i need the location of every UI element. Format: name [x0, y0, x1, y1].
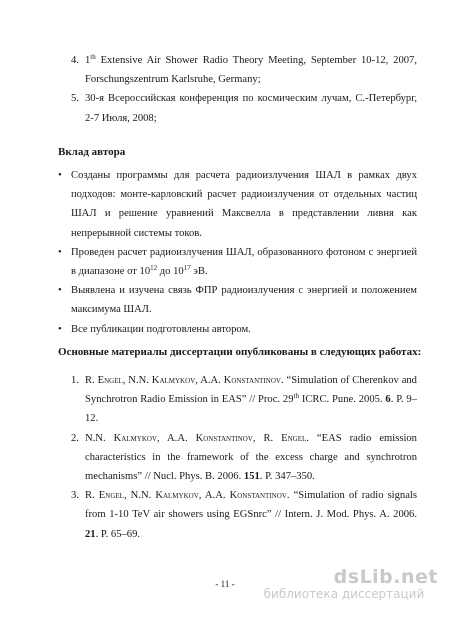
- section-heading-publications: Основные материалы диссертации опубликованы в следующих работах:: [58, 346, 422, 358]
- page-number: - 11 -: [215, 579, 235, 589]
- watermark-brand: dsLib.net: [333, 566, 438, 588]
- list-item: • Все публикации подготовлены автором.: [58, 323, 251, 335]
- section-heading-contribution: Вклад автора: [58, 146, 126, 158]
- list-item: 3. R. Engel, N.N. Kalmykov, A.A. Konstantinov. “Simulation of radio signals from 1-10 TeV air showers using EGSnrc” // Intern. J. Mod. Phys. A. 2006. 21. P. 65–69.: [71, 490, 417, 540]
- watermark: [264, 567, 438, 601]
- list-item: • Проведен расчет радиоизлучения ШАЛ, образованного фотоном с энергией в диапазоне от $10^{12}$ до $10^{17}$ эВ.: [58, 246, 417, 278]
- list-item: • Созданы программы для расчета радиоизлучения ШАЛ в рамках двух подходов: монте-карловский расчет радиоизлучения от отдельных частиц ШАЛ и решение уравнений Максвелла в представлении ливня как непрерывной системы токов.: [58, 170, 417, 239]
- list-item: 1. R. Engel, N.N. Kalmykov, A.A. Konstantinov. “Simulation of Cherenkov and Synchrotron Radio Emission in EAS” // Proc. 29th ICRC. Pune. 2005. 6. P. 9–12.: [71, 375, 417, 425]
- list-item: • Выявлена и изучена связь ФПР радиоизлучения с энергией и положением максимума ШАЛ.: [58, 285, 417, 316]
- watermark-subtitle: библиотека диссертаций: [263, 587, 425, 601]
- publication-list: [71, 371, 417, 544]
- conference-list: [71, 51, 417, 128]
- list-item: 2. N.N. Kalmykov, A.A. Konstantinov, R. Engel. “EAS radio emission characteristics in the framework of the excess charge and synchrotron mechanisms” // Nucl. Phys. B. 2006. 151. P. 347–350.: [71, 432, 417, 483]
- list-item: 5. 30-я Всероссийская конференция по космическим лучам, С.-Петербург, 2-7 Июля, 2008;: [71, 93, 417, 124]
- list-item: 4. 1th Extensive Air Shower Radio Theory Meeting, September 10-12, 2007, Forschungszentrum Karlsruhe, Germany;: [71, 53, 417, 86]
- contribution-list: [58, 166, 417, 339]
